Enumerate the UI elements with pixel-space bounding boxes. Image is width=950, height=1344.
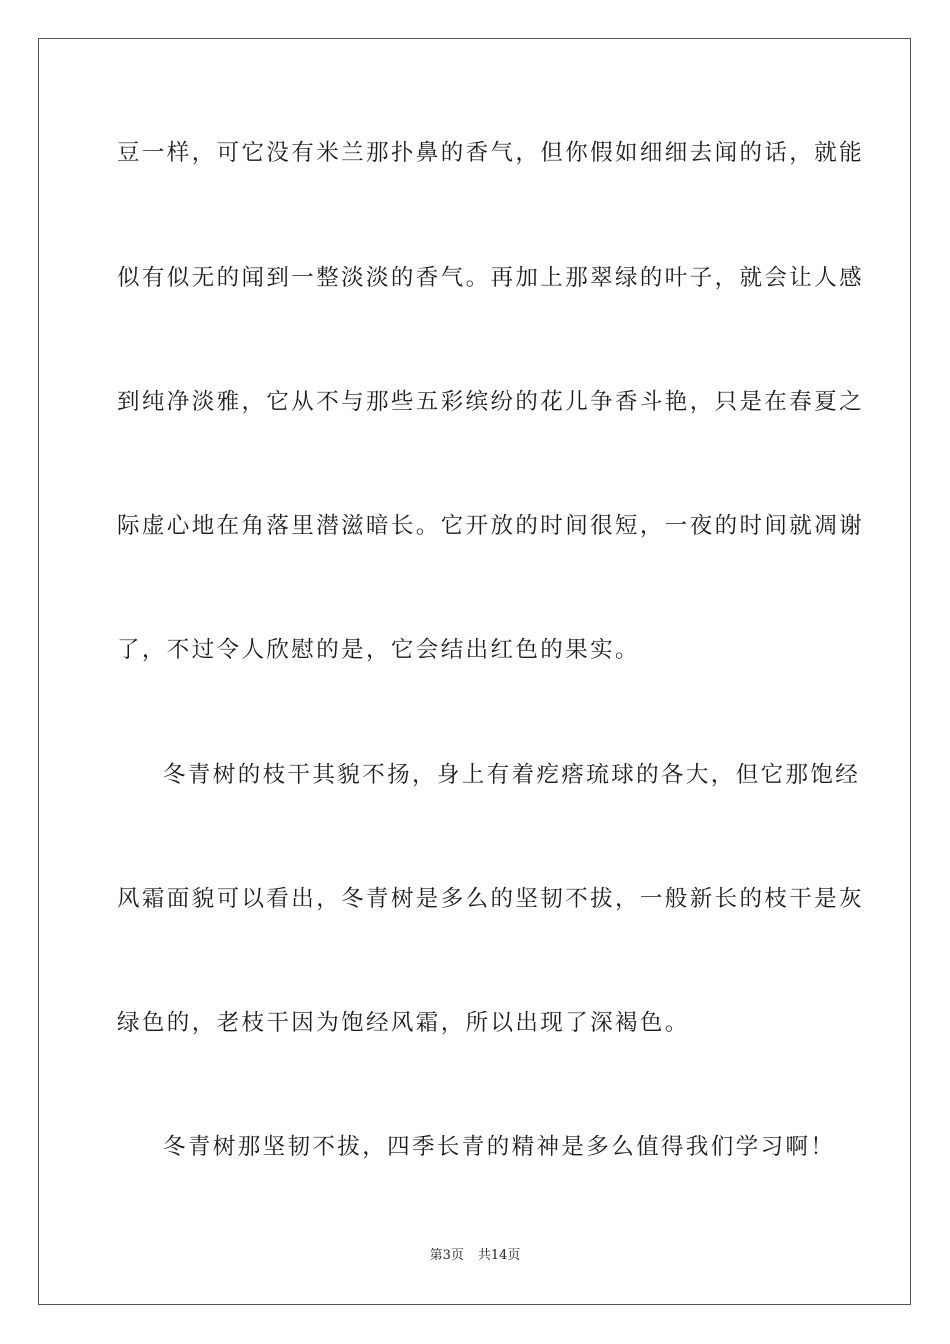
body-text-line: 了，不过令人欣慰的是，它会结出红色的果实。 — [117, 637, 640, 663]
page-footer — [0, 1248, 950, 1264]
page-border — [38, 38, 911, 1305]
page-number: 第3页 — [429, 1248, 464, 1263]
body-text-line: 似有似无的闻到一整淡淡的香气。再加上那翠绿的叶子，就会让人感 — [117, 265, 865, 291]
body-text-line: 豆一样，可它没有米兰那扑鼻的香气，但你假如细细去闻的话，就能 — [117, 140, 865, 166]
paragraph-first-line: 冬青树那坚韧不拔，四季长青的精神是多么值得我们学习啊！ — [163, 1134, 836, 1160]
body-text-line: 风霜面貌可以看出，冬青树是多么的坚韧不拔，一般新长的枝干是灰 — [117, 886, 865, 912]
body-text-line: 到纯净淡雅，它从不与那些五彩缤纷的花儿争香斗艳，只是在春夏之 — [117, 389, 865, 415]
paragraph-first-line: 冬青树的枝干其貌不扬，身上有着疙瘩琉球的各大，但它那饱经 — [163, 762, 861, 788]
body-text-line: 绿色的，老枝干因为饱经风霜，所以出现了深褐色。 — [117, 1010, 690, 1036]
body-text-line: 际虚心地在角落里潜滋暗长。它开放的时间很短，一夜的时间就凋谢 — [117, 513, 865, 539]
page-total: 共14页 — [477, 1248, 521, 1263]
